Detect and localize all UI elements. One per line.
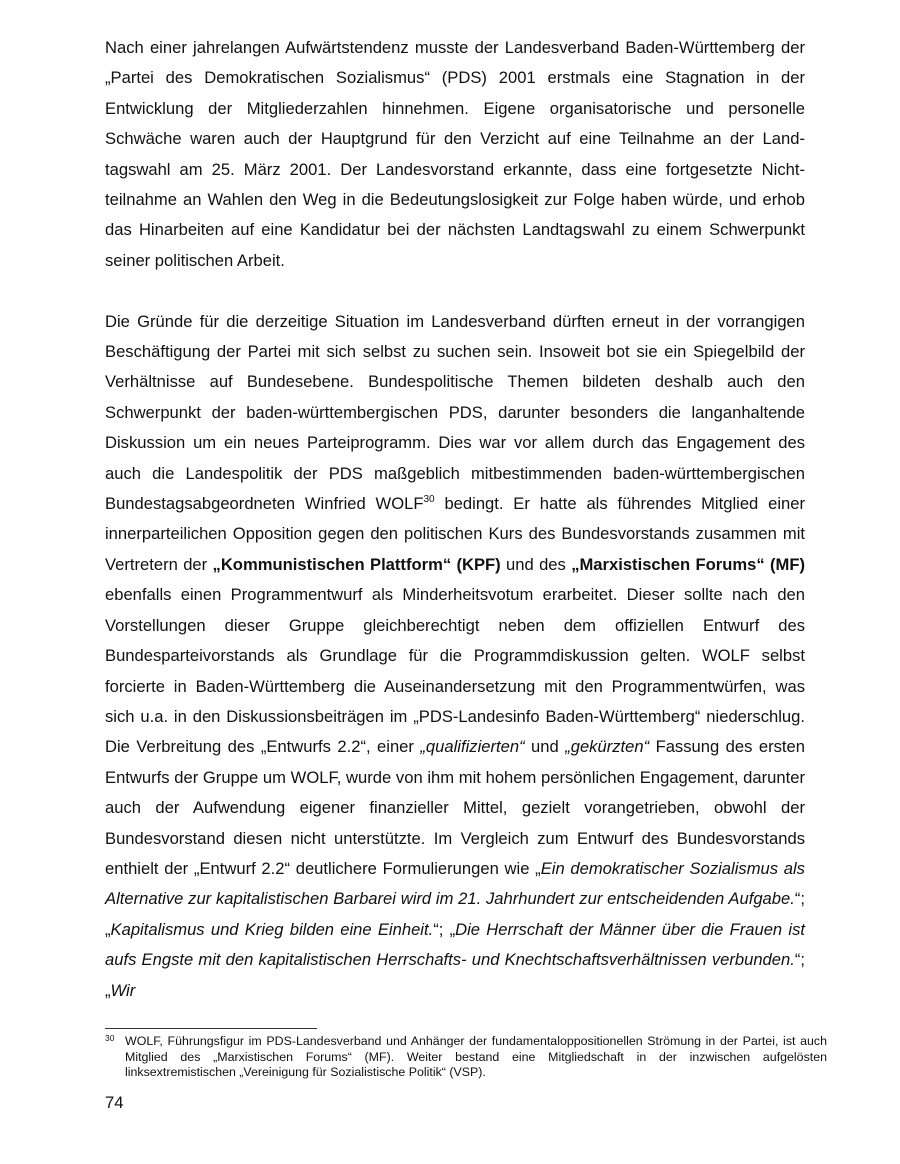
quote-herrschaft: Die Herrschaft der Männer über die Frauen ist aufs Engste mit den kapitalistischen Herrschafts- und Knechtschaftsverhältnissen verbunden.	[105, 919, 805, 970]
document-page	[105, 33, 805, 1006]
quote-wir: Wir	[110, 980, 136, 1000]
italic-qualifizierten: „qualifizierten“	[420, 737, 525, 757]
paragraph-2-text-9: “; „	[105, 950, 805, 1000]
paragraph-2-text-3: und des	[500, 554, 572, 574]
footnote-reference: 30	[423, 494, 435, 506]
footnote-separator	[105, 1028, 317, 1029]
paragraph-1	[105, 33, 805, 276]
paragraph-2-text-6: Fassung des ersten Entwurfs der Gruppe um WOLF, wurde von ihm mit hohem persönlichen Engagement, darunter auch der Aufwendung eigener finanzieller Mittel, gezielt vorangetrieben, obwohl der Bundesvorstand diesen nicht unterstützte. Im Vergleich zum Entwurf des Bundesvorstands enthielt der „Entwurf 2.2“ deutlichere Formulierungen wie „	[105, 737, 805, 878]
paragraph-2-text-5: und	[524, 737, 566, 757]
paragraph-2-text-4: ebenfalls einen Programmentwurf als Minderheitsvotum erarbeitet. Dieser sollte nach den Vorstellungen dieser Gruppe gleichberechtigt neben dem offiziellen Entwurf des Bundesparteivorstands als Grundlage für die Programmdiskussion gelten. WOLF selbst forcierte in Baden-Württemberg die Auseinandersetzung mit den Programmentwürfen, was sich u.a. in den Diskussionsbeiträgen im „PDS-Landesinfo Baden-Württemberg“ niederschlug. Die Verbreitung des „Entwurfs 2.2“, einer	[105, 585, 805, 757]
paragraph-2-text-2: bedingt. Er hatte als führendes Mitglied einer innerparteilichen Opposition gegen den politischen Kurs des Bundesvorstands zusammen mit Vertretern der	[105, 494, 805, 574]
paragraph-2-text-7: “; „	[105, 889, 805, 939]
italic-gekuerzten: „gekürzten“	[565, 737, 650, 757]
page-number: 74	[105, 1093, 124, 1112]
quote-kapitalismus: Kapitalismus und Krieg bilden eine Einheit.	[110, 919, 434, 939]
bold-term-mf: „Marxistischen Forums“ (MF)	[571, 554, 805, 574]
footnote	[105, 1034, 827, 1081]
paragraph-2-text-1: Die Gründe für die derzeitige Situation im Landesverband dürften erneut in der vorrangigen Beschäftigung der Partei mit sich selbst zu suchen sein. Insoweit bot sie ein Spiegelbild der Verhältnisse auf Bundesebene. Bundespolitische Themen bildeten deshalb auch den Schwerpunkt der baden-württembergischen PDS, darunter besonders die langanhaltende Diskussion um ein neues Parteiprogramm. Dies war vor allem durch das Engagement des auch die Landespolitik der PDS maßgeblich mitbestimmenden baden-württembergischen Bundestagsabgeordneten Winfried WOLF	[105, 311, 805, 514]
paragraph-2-text-8: “; „	[433, 919, 456, 939]
footnote-number: 30	[105, 1033, 115, 1043]
quote-sozialismus: Ein demokratischer Sozialismus als Alternative zur kapitalistischen Barbarei wird im 21. Jahrhundert zur entscheidenden Aufgabe.	[105, 858, 805, 909]
bold-term-kpf: „Kommunistischen Plattform“ (KPF)	[212, 554, 501, 574]
paragraph-2	[105, 307, 805, 1006]
paragraph-1-text: Nach einer jahrelangen Aufwärtstendenz musste der Landesverband Baden-Württemberg der „Partei des Demokratischen Sozialismus“ (PDS) 2001 erstmals eine Stagnation in der Entwicklung der Mitgliederzahlen hinnehmen. Eigene organisatorische und personelle Schwäche waren auch der Hauptgrund für den Verzicht auf eine Teilnahme an der Landtagswahl am 25. März 2001. Der Landesvorstand erkannte, dass eine fortgesetzte Nichtteilnahme an Wahlen den Weg in die Bedeutungslosigkeit zur Folge haben würde, und erhob das Hinarbeiten auf eine Kandidatur bei der nächsten Landtagswahl zu einem Schwerpunkt seiner politischen Arbeit.	[105, 38, 805, 270]
footnote-text: WOLF, Führungsfigur im PDS-Landesverband und Anhänger der fundamentaloppositionellen Strömung in der Partei, ist auch Mitglied des „Marxistischen Forums“ (MF). Weiter bestand eine Mitgliedschaft in der inzwischen aufgelösten linksextremistischen „Vereinigung für Sozialistische Politik“ (VSP).	[125, 1034, 827, 1080]
